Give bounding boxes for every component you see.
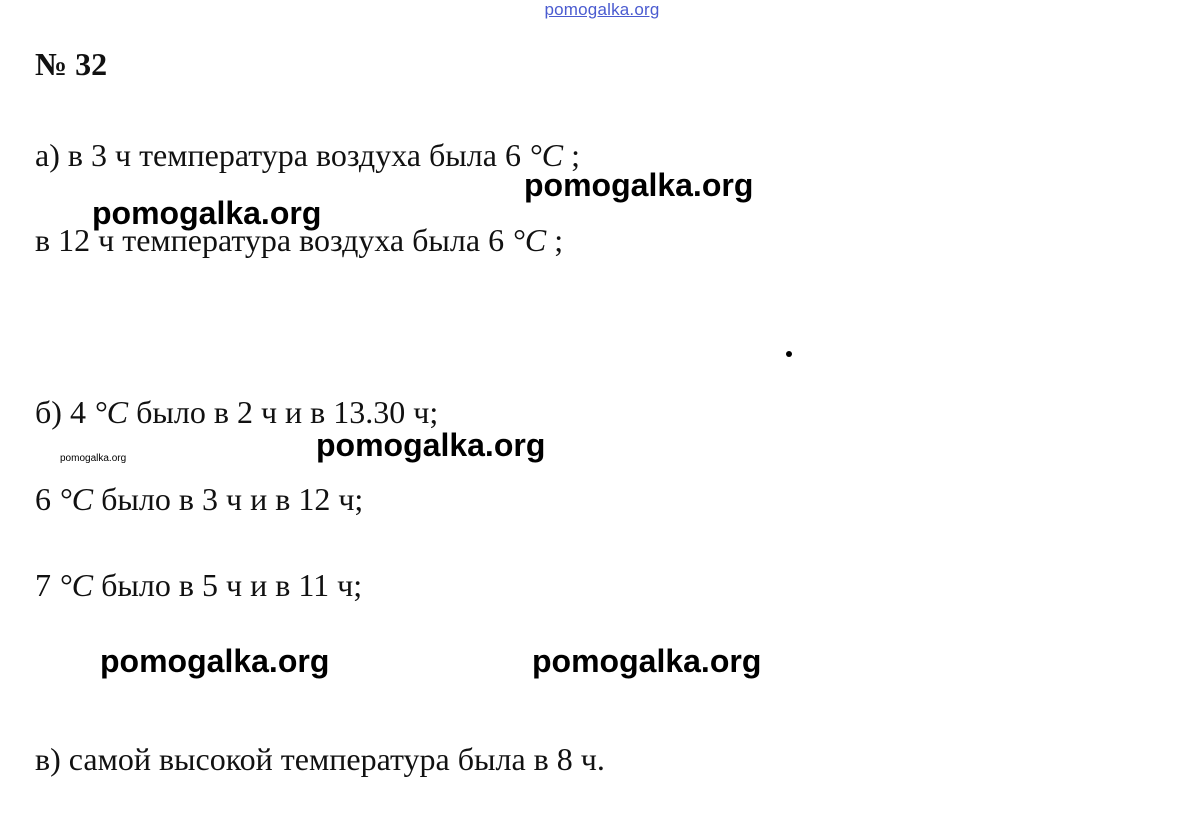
answer-a-line-2-end: ; — [546, 222, 564, 258]
watermark: pomogalka.org — [316, 427, 546, 463]
watermark: pomogalka.org — [524, 167, 754, 203]
answer-a-line-2-text: в 12 ч температура воздуха была 6 — [35, 222, 513, 258]
celsius-unit: °C — [93, 394, 129, 430]
answer-b-line-1-text: б) 4 — [35, 394, 94, 430]
answer-b-line-1-end: было в 2 ч и в 13.30 ч; — [128, 394, 439, 430]
celsius-unit: °C — [59, 567, 94, 603]
answer-b-line-2 — [35, 479, 363, 519]
dot-mark — [786, 351, 792, 357]
answer-b-line-2-end: было в 3 ч и в 12 ч; — [93, 481, 364, 517]
watermark-small: pomogalka.org — [60, 453, 127, 464]
watermark: pomogalka.org — [100, 643, 330, 679]
answer-b-line-2-text: 6 — [35, 481, 59, 517]
celsius-unit: °C — [528, 137, 564, 173]
answer-b-line-3-end: было в 5 ч и в 11 ч; — [93, 567, 363, 603]
answer-a-line-1-end: ; — [563, 137, 580, 173]
site-link[interactable]: pomogalka.org — [544, 0, 660, 19]
answer-b-line-1 — [35, 392, 438, 432]
celsius-unit: °C — [512, 222, 547, 258]
answer-c-line: в) самой высокой температура была в 8 ч. — [35, 741, 605, 777]
answer-b-line-3-text: 7 — [35, 567, 59, 603]
answer-a-line-1-text: а) в 3 ч температура воздуха была 6 — [35, 137, 529, 173]
watermark: pomogalka.org — [532, 643, 762, 679]
answer-b-line-3 — [35, 565, 362, 605]
answer-a-line-1 — [35, 135, 580, 175]
watermark: pomogalka.org — [92, 195, 322, 231]
celsius-unit: °C — [59, 481, 94, 517]
task-number: № 32 — [35, 46, 108, 82]
